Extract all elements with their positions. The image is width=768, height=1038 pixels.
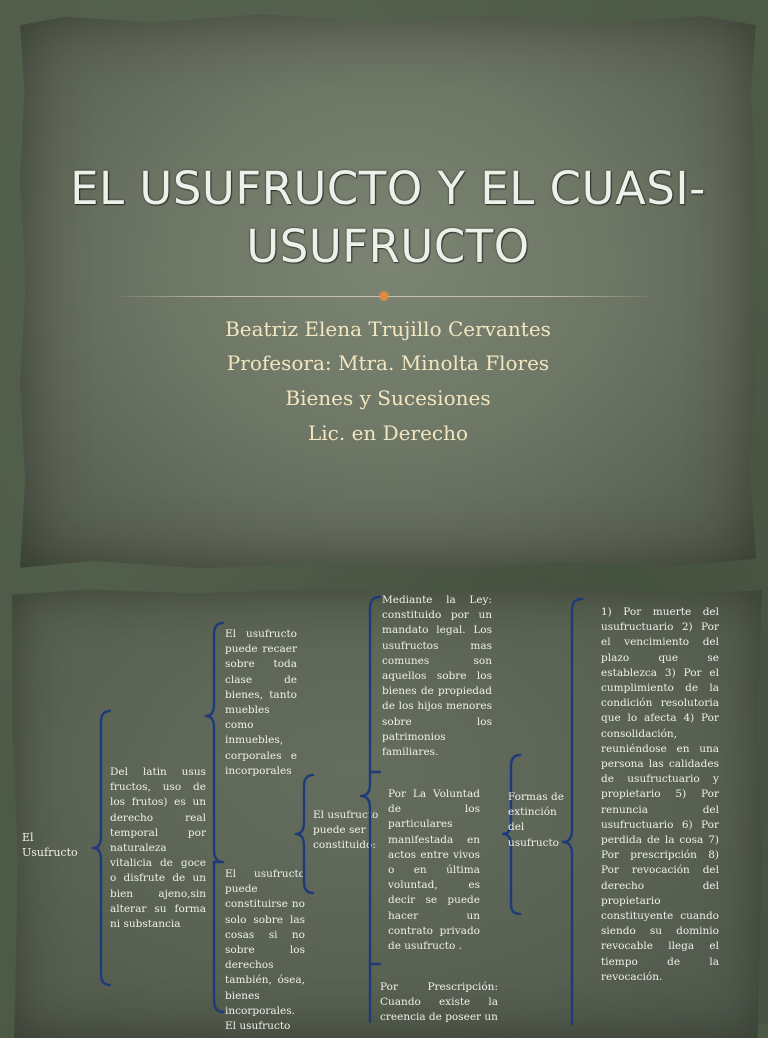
voluntad-text: Por La Voluntad de los particulares manifestada en actos entre vivos o en última voluntad, es decir se puede hacer un contrato privado de usufructo . [388, 788, 480, 953]
prescripcion-text: Por Prescripción: Cuando existe la creencia de poseer un [380, 981, 498, 1024]
course-name: Bienes y Sucesiones [285, 386, 491, 410]
root-brace [90, 708, 112, 988]
degree-name: Lic. en Derecho [307, 421, 469, 445]
definition-text: Del latin usus fructos, uso de los frutos) es un derecho real temporal por naturaleza vitalicia de goce o disfrute de un bien ajeno,sin alterar su forma ni substancia [110, 766, 206, 931]
root-label: El Usufructo [22, 831, 78, 860]
title-slide [20, 14, 756, 570]
modes-brace [358, 594, 382, 1024]
extinction-list-brace [560, 596, 584, 1024]
professor-name: Profesora: Mtra. Minolta Flores [226, 351, 550, 375]
category-brace [203, 620, 225, 1024]
formas-extincion-text: Formas de extinción del usufructo [508, 791, 564, 849]
slide-title-line1: EL USUFRUCTO Y EL CUASI- [70, 162, 706, 215]
extinction-list-text: 1) Por muerte del usufructuario 2) Por el vencimiento del plazo que se establezca 3) Por el cumplimiento de la condición resolutoria que lo afecta 4) Por consolidación, reuniéndose en una persona las calidades de usufructuario y propietario 5) Por renuncia del usufructuario 6) Por perdida de la cosa 7) Por prescripción 8) Por revocación del derecho del propietario constituyente cuando siendo su dominio revocable llega el tiempo de la revocación. [601, 606, 719, 983]
slide-title-line2: USUFRUCTO [246, 220, 530, 273]
constituirse-text: El usufructo puede constituirse no solo sobre las cosas si no sobre los derechos también, ósea, bienes incorporales. El usufructo [225, 868, 305, 1033]
ley-text: Mediante la Ley: constituido por un mandato legal. Los usufructos mas comunes son aquellos sobre los bienes de propiedad de los hijos menores sobre los patrimonios familiares. [382, 594, 492, 759]
puede-ser-constituido-text: El usufructo puede ser constituido: [313, 809, 379, 852]
slide-title [40, 160, 736, 276]
recaer-text: El usufructo puede recaer sobre toda clase de bienes, tanto muebles como inmuebles, corporales e incorporales [225, 628, 297, 777]
author-name: Beatriz Elena Trujillo Cervantes [225, 317, 551, 341]
constituido-brace [293, 772, 315, 896]
divider-dot-icon [380, 292, 388, 300]
